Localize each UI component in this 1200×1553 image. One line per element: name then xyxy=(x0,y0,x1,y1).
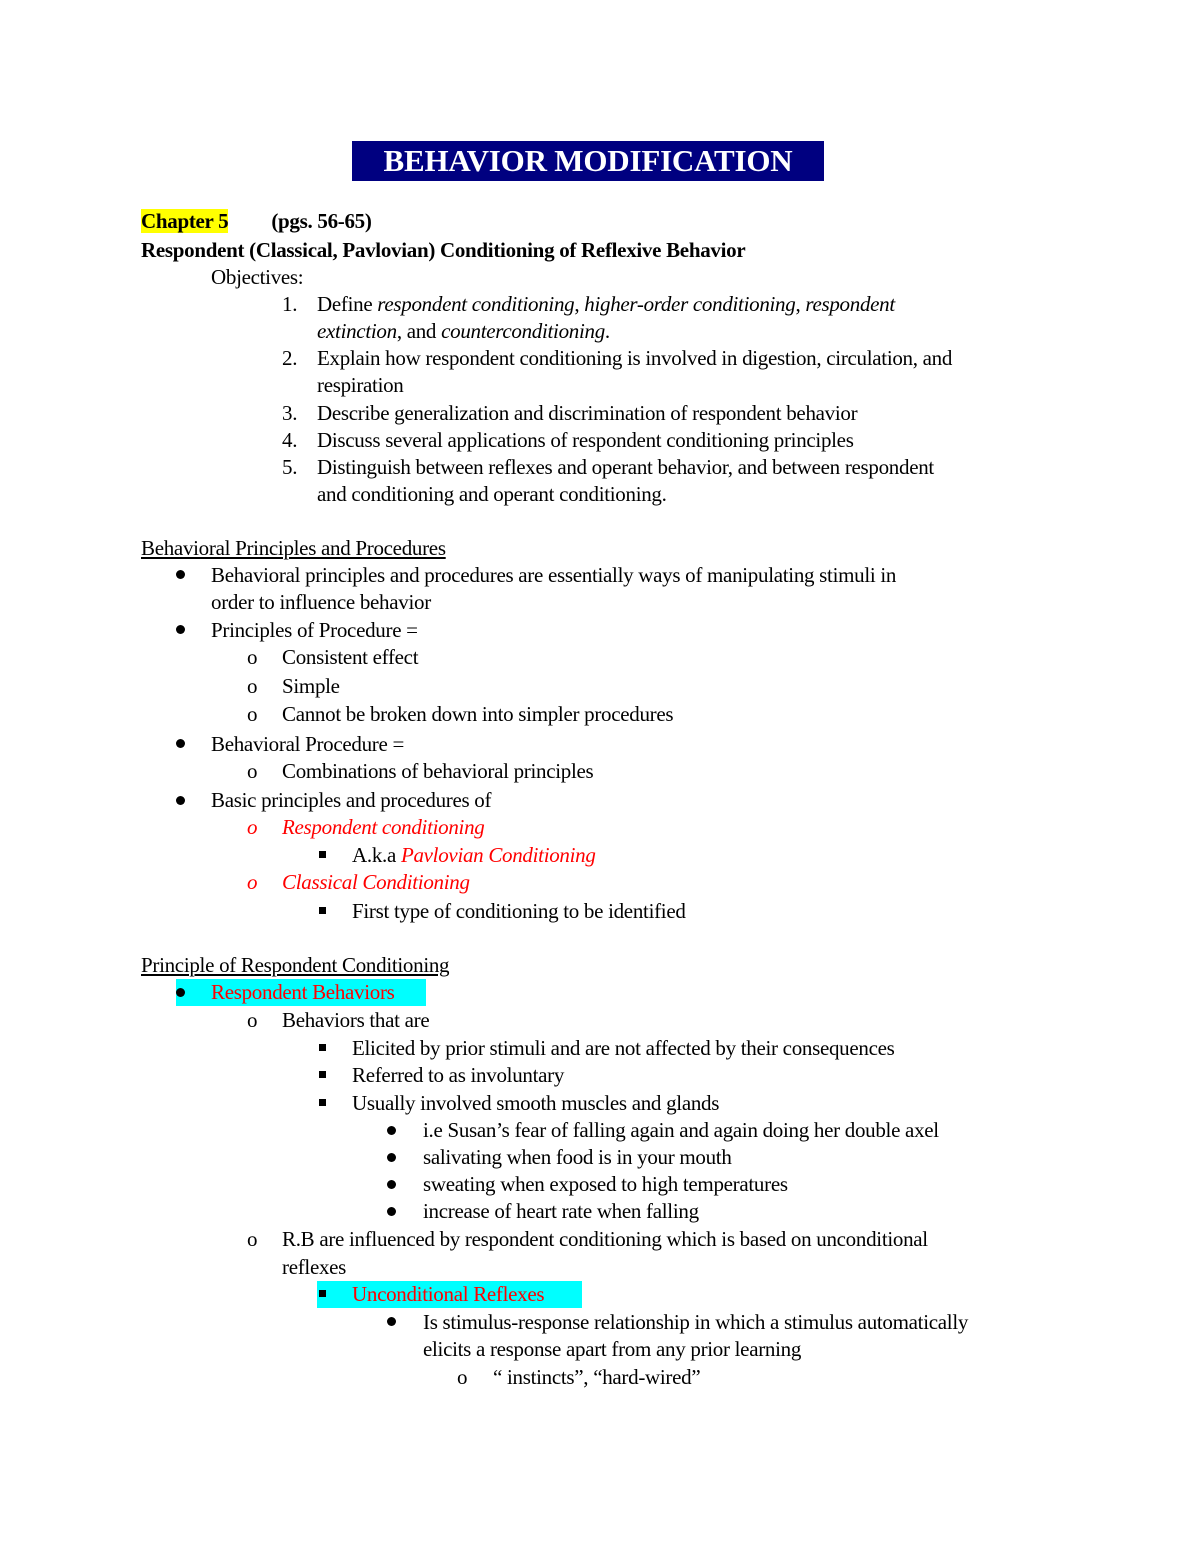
objective-number: 2. xyxy=(282,346,298,370)
bullet-square-icon xyxy=(319,907,326,914)
list-subsubitem-term: Pavlovian Conditioning xyxy=(400,843,596,867)
list-item-red: Respondent Behaviors xyxy=(211,980,395,1004)
list-subsubitem-text: A.k.a xyxy=(352,843,401,867)
bullet-circle-icon: o xyxy=(247,870,258,894)
bullet-disc-icon xyxy=(176,739,185,748)
objective-text: Define xyxy=(317,292,378,316)
bullet-disc-icon xyxy=(176,625,185,634)
list-subsubitem: First type of conditioning to be identified xyxy=(352,899,686,923)
list-subsubitem: Referred to as involuntary xyxy=(352,1063,565,1087)
objective-item: Distinguish between reflexes and operant behavior, and between respondent xyxy=(317,455,934,479)
bullet-disc-icon xyxy=(387,1153,396,1162)
bullet-square-icon xyxy=(319,1099,326,1106)
section-heading: Behavioral Principles and Procedures xyxy=(141,536,446,560)
objective-text: , xyxy=(574,292,585,316)
bullet-disc-icon xyxy=(387,1317,396,1326)
document-title: BEHAVIOR MODIFICATION xyxy=(352,141,824,181)
detail-item: Is stimulus-response relationship in which a stimulus automatically xyxy=(423,1310,969,1334)
section-heading: Principle of Respondent Conditioning xyxy=(141,953,450,977)
bullet-disc-icon xyxy=(176,570,185,579)
list-subitem-red: Classical Conditioning xyxy=(282,870,470,894)
list-subitem: Simple xyxy=(282,674,340,698)
bullet-circle-icon: o xyxy=(247,702,258,726)
bullet-square-icon xyxy=(319,851,326,858)
objectives-heading: Objectives: xyxy=(211,265,304,289)
list-subsubitem: Usually involved smooth muscles and glands xyxy=(352,1091,720,1115)
bullet-circle-icon: o xyxy=(247,674,258,698)
objective-term: respondent conditioning xyxy=(377,292,575,316)
list-item: Behavioral Procedure = xyxy=(211,732,405,756)
objective-item: Explain how respondent conditioning is involved in digestion, circulation, and xyxy=(317,346,953,370)
list-subitem: Consistent effect xyxy=(282,645,419,669)
bullet-disc-icon xyxy=(176,796,185,805)
chapter-label: Chapter 5 xyxy=(141,209,229,233)
bullet-circle-icon: o xyxy=(247,1227,258,1251)
list-subsubitem-red: Unconditional Reflexes xyxy=(352,1282,545,1306)
objective-term: extinction xyxy=(317,319,397,343)
list-subitem: R.B are influenced by respondent conditioning which is based on unconditional xyxy=(282,1227,928,1251)
example-item: i.e Susan’s fear of falling again and again doing her double axel xyxy=(423,1118,939,1142)
list-subitem: Behaviors that are xyxy=(282,1008,430,1032)
bullet-disc-icon xyxy=(176,988,185,997)
list-subsubitem: Elicited by prior stimuli and are not affected by their consequences xyxy=(352,1036,895,1060)
bullet-square-icon xyxy=(319,1071,326,1078)
bullet-circle-icon: o xyxy=(247,815,258,839)
bullet-circle-icon: o xyxy=(247,645,258,669)
bullet-circle-icon: o xyxy=(457,1365,468,1389)
objective-term: higher-order conditioning xyxy=(584,292,796,316)
objective-text: , and xyxy=(396,319,442,343)
detail-item-cont: elicits a response apart from any prior learning xyxy=(423,1337,802,1361)
list-subitem: Cannot be broken down into simpler procedures xyxy=(282,702,674,726)
objective-item xyxy=(317,291,895,318)
bullet-disc-icon xyxy=(387,1126,396,1135)
example-item: sweating when exposed to high temperatures xyxy=(423,1172,788,1196)
list-item: Behavioral principles and procedures are essentially ways of manipulating stimuli in xyxy=(211,563,897,587)
objective-number: 5. xyxy=(282,455,298,479)
bullet-circle-icon: o xyxy=(247,1008,258,1032)
list-subitem-cont: reflexes xyxy=(282,1255,347,1279)
list-subitem-red: Respondent conditioning xyxy=(282,815,485,839)
list-item-cont: order to influence behavior xyxy=(211,590,431,614)
objective-item: Discuss several applications of respondent conditioning principles xyxy=(317,428,854,452)
objective-text: . xyxy=(604,319,610,343)
objective-term: respondent xyxy=(805,292,895,316)
example-item: increase of heart rate when falling xyxy=(423,1199,699,1223)
objective-item-cont xyxy=(317,318,610,345)
chapter-subtitle: Respondent (Classical, Pavlovian) Conditioning of Reflexive Behavior xyxy=(141,238,746,262)
objective-item-cont: respiration xyxy=(317,373,404,397)
bullet-square-icon xyxy=(319,1044,326,1051)
objective-number: 4. xyxy=(282,428,298,452)
list-subsubitem xyxy=(352,842,596,869)
detail-subitem: “ instincts”, “hard-wired” xyxy=(493,1365,701,1389)
bullet-square-icon xyxy=(319,1290,326,1297)
bullet-disc-icon xyxy=(387,1207,396,1216)
list-item: Basic principles and procedures of xyxy=(211,788,492,812)
example-item: salivating when food is in your mouth xyxy=(423,1145,732,1169)
objective-item-cont: and conditioning and operant conditioning. xyxy=(317,482,667,506)
objective-text: , xyxy=(795,292,806,316)
bullet-circle-icon: o xyxy=(247,759,258,783)
objective-number: 1. xyxy=(282,292,298,316)
objective-number: 3. xyxy=(282,401,298,425)
list-subitem: Combinations of behavioral principles xyxy=(282,759,594,783)
objective-item: Describe generalization and discrimination of respondent behavior xyxy=(317,401,858,425)
list-item: Principles of Procedure = xyxy=(211,618,418,642)
objective-term: counterconditioning xyxy=(441,319,605,343)
bullet-disc-icon xyxy=(387,1180,396,1189)
chapter-line xyxy=(141,208,372,235)
chapter-pages: (pgs. 56-65) xyxy=(271,209,372,233)
